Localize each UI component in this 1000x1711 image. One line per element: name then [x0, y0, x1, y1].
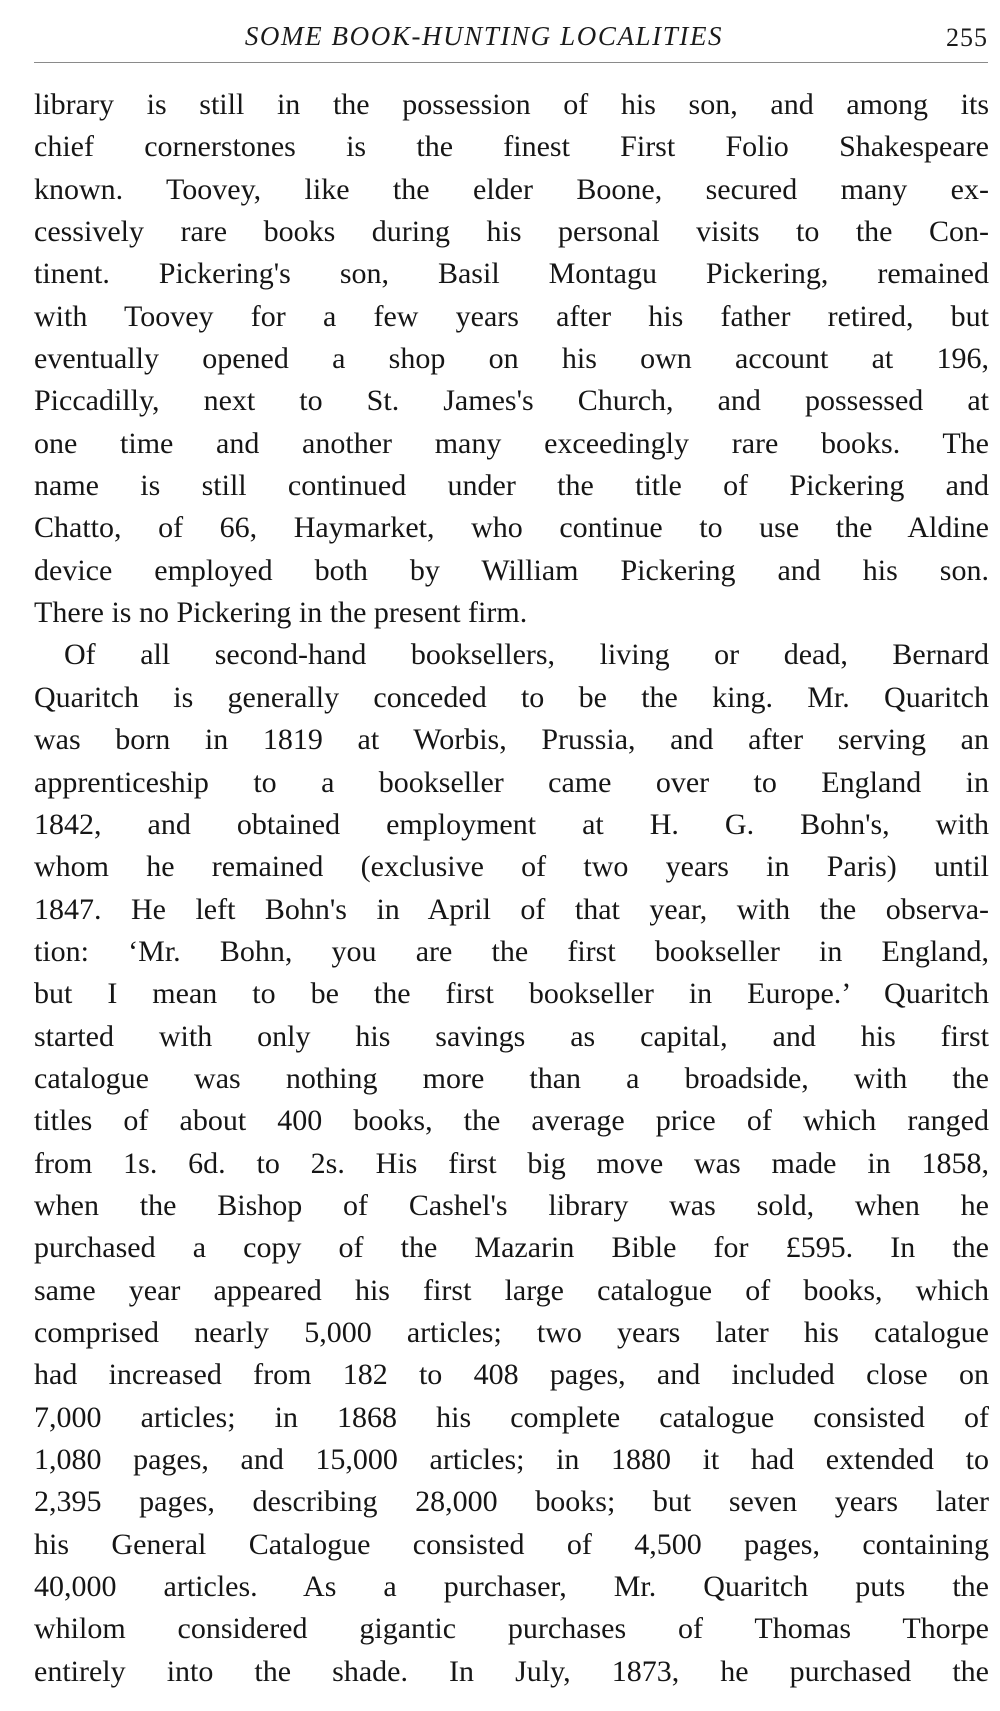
text-line: purchased a copy of the Mazarin Bible for £595. In the — [34, 1231, 989, 1265]
text-line: There is no Pickering in the present firm. — [34, 596, 528, 630]
text-line: Of all second-hand booksellers, living or dead, Bernard — [64, 638, 989, 672]
text-line: when the Bishop of Cashel's library was sold, when he — [34, 1188, 989, 1222]
text-line: chief cornerstones is the finest First Folio Shakespeare — [34, 130, 989, 164]
page-number: 255 — [946, 23, 988, 52]
header-rule — [34, 62, 988, 63]
text-line: whilom considered gigantic purchases of Thomas Thorpe — [34, 1612, 989, 1646]
running-title: SOME BOOK-HUNTING LOCALITIES — [244, 21, 724, 51]
text-line: from 1s. 6d. to 2s. His first big move was made in 1858, — [34, 1146, 989, 1180]
text-line: titles of about 400 books, the average price of which ranged — [34, 1104, 989, 1138]
text-line: same year appeared his first large catalogue of books, which — [34, 1273, 989, 1307]
text-line: library is still in the possession of his son, and among its — [34, 88, 989, 121]
text-line: one time and another many exceedingly rare books. The — [34, 426, 989, 460]
text-line: Quaritch is generally conceded to be the king. Mr. Quaritch — [34, 680, 989, 714]
paragraph — [34, 634, 989, 1693]
text-line: Chatto, of 66, Haymarket, who continue to use the Aldine — [34, 511, 989, 545]
text-line: whom he remained (exclusive of two years in Paris) until — [34, 850, 989, 884]
text-line: tinent. Pickering's son, Basil Montagu Pickering, remained — [34, 257, 989, 291]
text-line: device employed both by William Pickering and his son. — [34, 553, 989, 587]
text-line: cessively rare books during his personal visits to the Con- — [34, 215, 989, 249]
text-line: apprenticeship to a bookseller came over to England in — [34, 765, 989, 799]
text-line: comprised nearly 5,000 articles; two years later his catalogue — [34, 1315, 989, 1349]
body-text — [34, 84, 989, 1693]
text-line: 7,000 articles; in 1868 his complete catalogue consisted of — [34, 1400, 989, 1434]
text-line: was born in 1819 at Worbis, Prussia, and after serving an — [34, 723, 989, 757]
text-line: his General Catalogue consisted of 4,500 pages, containing — [34, 1527, 989, 1561]
text-line: tion: ‘Mr. Bohn, you are the first bookseller in England, — [34, 934, 989, 968]
text-line: name is still continued under the title of Pickering and — [34, 469, 989, 503]
text-line: eventually opened a shop on his own account at 196, — [34, 342, 989, 376]
text-line: known. Toovey, like the elder Boone, secured many ex- — [34, 172, 989, 206]
paragraph — [34, 84, 989, 634]
text-line: had increased from 182 to 408 pages, and included close on — [34, 1358, 989, 1392]
text-line: 40,000 articles. As a purchaser, Mr. Quaritch puts the — [34, 1570, 989, 1604]
text-line: 1847. He left Bohn's in April of that year, with the observa- — [34, 892, 989, 926]
text-line: with Toovey for a few years after his father retired, but — [34, 299, 989, 333]
text-line: Piccadilly, next to St. James's Church, and possessed at — [34, 384, 989, 418]
text-line: but I mean to be the first bookseller in Europe.’ Quaritch — [34, 977, 989, 1011]
running-head — [34, 18, 1000, 58]
text-line: 1,080 pages, and 15,000 articles; in 1880 it had extended to — [34, 1443, 989, 1476]
text-line: 1842, and obtained employment at H. G. Bohn's, with — [34, 807, 989, 841]
text-line: started with only his savings as capital, and his first — [34, 1019, 989, 1053]
text-line: 2,395 pages, describing 28,000 books; but seven years later — [34, 1485, 989, 1519]
text-line: entirely into the shade. In July, 1873, he purchased the — [34, 1654, 989, 1688]
text-line: catalogue was nothing more than a broadside, with the — [34, 1061, 989, 1095]
